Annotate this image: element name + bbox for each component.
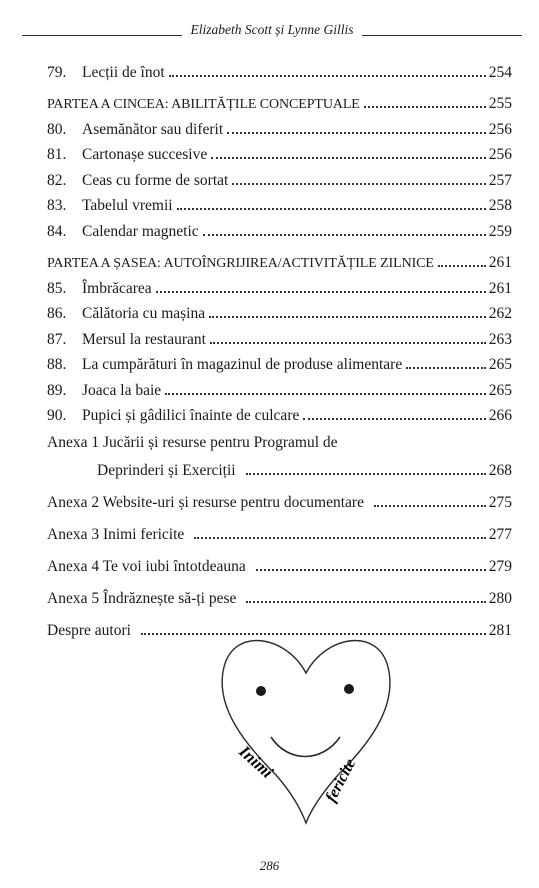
heart-caption-right: fericite: [322, 756, 360, 805]
toc-entry-page: 254: [488, 63, 512, 81]
toc-entry-page: 261: [488, 279, 512, 297]
annex-rows: [47, 480, 512, 640]
toc-entry-title: Pupici și gâdilici înainte de culcare: [82, 407, 300, 424]
dot-leader: [227, 132, 486, 134]
toc-annex-title: Anexa 4 Te voi iubi întotdeauna: [47, 558, 246, 575]
toc-entry-number: 90.: [47, 407, 67, 424]
toc-entry-page: 265: [488, 356, 512, 373]
toc-entry: [47, 190, 512, 216]
toc-entry-page: 258: [488, 197, 512, 214]
dot-leader: [246, 601, 485, 603]
toc-annex-title: Anexa 5 Îndrăznește să-ți pese: [47, 590, 237, 607]
toc-part-heading: [47, 88, 512, 114]
header-rule-left: [22, 35, 182, 36]
annex-1-line-2-row: [47, 456, 512, 480]
toc-entry-number: 83.: [47, 197, 67, 214]
toc-entry: [47, 374, 512, 400]
toc-entry-number: 82.: [47, 171, 67, 189]
dot-leader: [364, 106, 486, 108]
toc-entry-title: La cumpărături în magazinul de produse alimentare: [82, 356, 403, 373]
toc-entry-number: 81.: [47, 146, 67, 163]
toc-annex-page: 275: [488, 494, 512, 511]
toc-entry-page: 256: [488, 146, 512, 163]
dot-leader: [256, 569, 486, 571]
toc-part-heading: [47, 247, 512, 273]
toc-entry-page: 263: [488, 330, 512, 348]
toc-annex-1: [47, 434, 512, 480]
toc-annex-page: 280: [488, 590, 512, 607]
toc-entry-title: Joaca la baie: [82, 381, 162, 399]
toc-entry: [47, 56, 512, 82]
toc-entry-number: 86.: [47, 305, 67, 322]
toc-annex-page: 279: [488, 558, 512, 575]
toc-entry-page: 261: [488, 254, 512, 271]
toc-part-title: PARTEA A CINCEA: ABILITĂȚILE CONCEPTUALE: [47, 97, 360, 112]
toc-entry-title: Asemănător sau diferit: [82, 120, 224, 138]
annex-1-line-2: Deprinderi și Exerciții: [97, 462, 236, 479]
toc-entry-page: 255: [488, 95, 512, 112]
toc-annex-title: Anexa 2 Website-uri și resurse pentru documentare: [47, 494, 364, 511]
toc-entry-number: 80.: [47, 120, 67, 138]
dot-leader: [203, 234, 486, 236]
toc-annex-title: Anexa 3 Inimi fericite: [47, 526, 185, 543]
toc-entry-title: Îmbrăcarea: [82, 279, 152, 297]
toc-entry: [47, 139, 512, 165]
toc-annex-entry: [47, 512, 512, 544]
toc-entry-page: 257: [488, 171, 512, 189]
heart-smile: [271, 737, 340, 757]
toc-entry: [47, 272, 512, 298]
dot-leader: [165, 393, 486, 395]
annex-1-page: 268: [488, 462, 512, 479]
toc-part-title: PARTEA A ȘASEA: AUTOÎNGRIJIREA/ACTIVITĂȚILE ZILNICE: [47, 256, 434, 271]
toc-entry-number: 87.: [47, 330, 67, 348]
dot-leader: [211, 157, 486, 159]
toc-entry: [47, 400, 512, 426]
toc-entry: [47, 215, 512, 241]
dot-leader: [246, 473, 486, 475]
toc-rows: [47, 56, 512, 425]
annex-1-line-1: Anexa 1 Jucării și resurse pentru Programul de: [47, 434, 338, 451]
toc-entry-page: 259: [488, 222, 512, 240]
table-of-contents: [47, 56, 512, 640]
toc-entry-number: 88.: [47, 356, 67, 373]
dot-leader: [209, 316, 486, 318]
dot-leader: [232, 183, 485, 185]
toc-entry: [47, 349, 512, 375]
dot-leader: [177, 208, 486, 210]
toc-entry-number: 89.: [47, 381, 67, 399]
heart-caption-left: Inimi: [235, 741, 277, 782]
toc-entry-page: 262: [488, 305, 512, 322]
toc-entry-page: 256: [488, 120, 512, 138]
dot-leader: [438, 265, 486, 267]
toc-entry: [47, 113, 512, 139]
toc-annex-entry: [47, 544, 512, 576]
dot-leader: [374, 505, 486, 507]
header-authors: Elizabeth Scott și Lynne Gillis: [190, 22, 354, 37]
toc-entry-title: Cartonașe succesive: [82, 146, 208, 163]
toc-annex-title: Despre autori: [47, 622, 131, 639]
header-rule-right: [362, 35, 522, 36]
toc-entry-title: Tabelul vremii: [82, 197, 173, 214]
heart-left-eye: [256, 686, 266, 696]
happy-heart-illustration: [216, 625, 396, 835]
toc-entry-number: 85.: [47, 279, 67, 297]
toc-entry: [47, 298, 512, 324]
toc-annex-entry: [47, 576, 512, 608]
toc-entry-title: Ceas cu forme de sortat: [82, 171, 229, 189]
toc-entry-number: 84.: [47, 222, 67, 240]
dot-leader: [210, 342, 486, 344]
dot-leader: [406, 367, 486, 369]
dot-leader: [156, 291, 486, 293]
toc-annex-page: 281: [488, 622, 512, 639]
dot-leader: [194, 537, 485, 539]
heart-outline: [222, 641, 390, 823]
running-header: [22, 18, 522, 42]
toc-entry-page: 266: [488, 407, 512, 424]
toc-entry-page: 265: [488, 381, 512, 399]
toc-entry-title: Calendar magnetic: [82, 222, 199, 240]
toc-entry-title: Călătoria cu mașina: [82, 305, 206, 322]
toc-entry-number: 79.: [47, 63, 67, 81]
toc-entry: [47, 323, 512, 349]
dot-leader: [169, 75, 486, 77]
heart-right-eye: [344, 684, 354, 694]
toc-annex-entry: [47, 480, 512, 512]
page-number: 286: [259, 858, 280, 873]
toc-entry-title: Mersul la restaurant: [82, 330, 206, 348]
toc-entry-title: Lecții de înot: [82, 63, 165, 81]
toc-entry: [47, 164, 512, 190]
dot-leader: [303, 418, 485, 420]
toc-annex-page: 277: [488, 526, 512, 543]
